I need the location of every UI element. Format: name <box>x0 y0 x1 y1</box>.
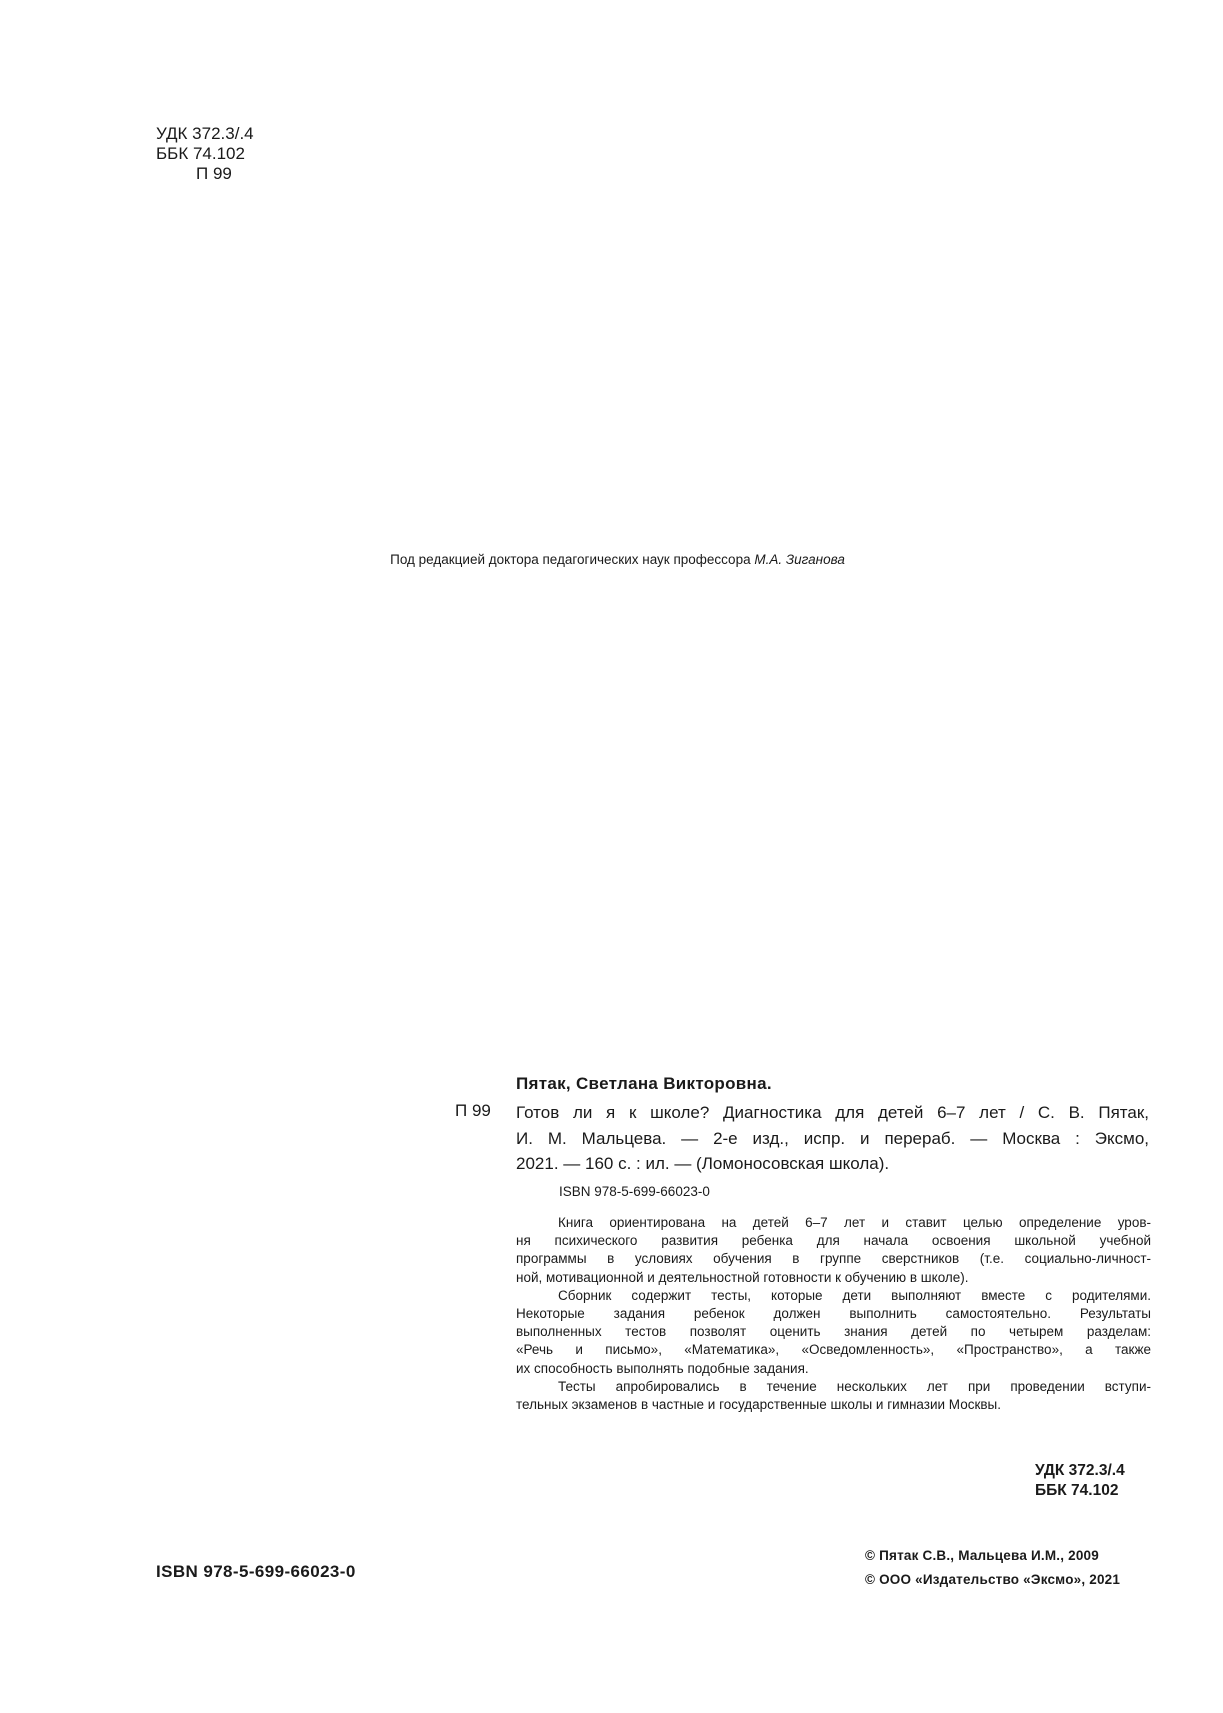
copyright-block <box>865 1544 1120 1592</box>
annotation-line: программы в условиях обучения в группе сверстников (т.е. социально-личност- <box>516 1251 1151 1267</box>
top-classification-codes <box>156 124 254 184</box>
editor-line <box>0 552 1223 567</box>
bibliography-shelf-code: П 99 <box>455 1101 491 1120</box>
udk-code: УДК 372.3/.4 <box>156 124 254 143</box>
editor-name: М.А. Зиганова <box>754 552 845 567</box>
annotation-line: тельных экзаменов в частные и государственные школы и гимназии Москвы. <box>516 1397 1001 1413</box>
annotation-line: Сборник содержит тесты, которые дети выполняют вместе с родителями. <box>558 1287 1151 1303</box>
shelf-code: П 99 <box>196 164 232 183</box>
bbk-code-bottom: ББК 74.102 <box>1035 1482 1119 1499</box>
isbn-footer: ISBN 978-5-699-66023-0 <box>156 1562 356 1581</box>
isbn-record: ISBN 978-5-699-66023-0 <box>559 1184 710 1199</box>
copyright-publisher: © ООО «Издательство «Эксмо», 2021 <box>865 1572 1121 1587</box>
copyright-authors: © Пятак С.В., Мальцева И.М., 2009 <box>865 1548 1099 1563</box>
annotation-line: Книга ориентирована на детей 6–7 лет и ставит целью определение уров- <box>558 1215 1151 1230</box>
bibliographic-description <box>516 1100 1149 1177</box>
annotation-line: ня психического развития ребенка для начала освоения школьной учебной <box>516 1233 1151 1249</box>
annotation-line: их способность выполнять подобные задания. <box>516 1360 809 1376</box>
annotation-line: выполненных тестов позволят оценить знания детей по четырем разделам: <box>516 1324 1151 1340</box>
editor-prefix: Под редакцией доктора педагогических наук профессора <box>390 552 751 567</box>
annotation-line: Тесты апробировались в течение нескольких лет при проведении вступи- <box>558 1378 1151 1394</box>
annotation-line: ной, мотивационной и деятельностной готовности к обучению в школе). <box>516 1269 969 1285</box>
bbk-code: ББК 74.102 <box>156 144 245 163</box>
author-name: Пятак, Светлана Викторовна. <box>516 1074 772 1093</box>
biblio-line: И. М. Мальцева. — 2-е изд., испр. и перераб. — Москва : Эксмо, <box>516 1128 1149 1148</box>
bottom-classification-codes <box>1035 1461 1125 1501</box>
annotation <box>516 1214 1151 1414</box>
biblio-line: Готов ли я к школе? Диагностика для детей 6–7 лет / С. В. Пятак, <box>516 1103 1149 1122</box>
udk-code-bottom: УДК 372.3/.4 <box>1035 1462 1125 1479</box>
biblio-line: 2021. — 160 с. : ил. — (Ломоносовская школа). <box>516 1154 890 1173</box>
annotation-line: Некоторые задания ребенок должен выполнить самостоятельно. Результаты <box>516 1306 1151 1322</box>
annotation-line: «Речь и письмо», «Математика», «Осведомленность», «Пространство», а также <box>516 1342 1151 1358</box>
